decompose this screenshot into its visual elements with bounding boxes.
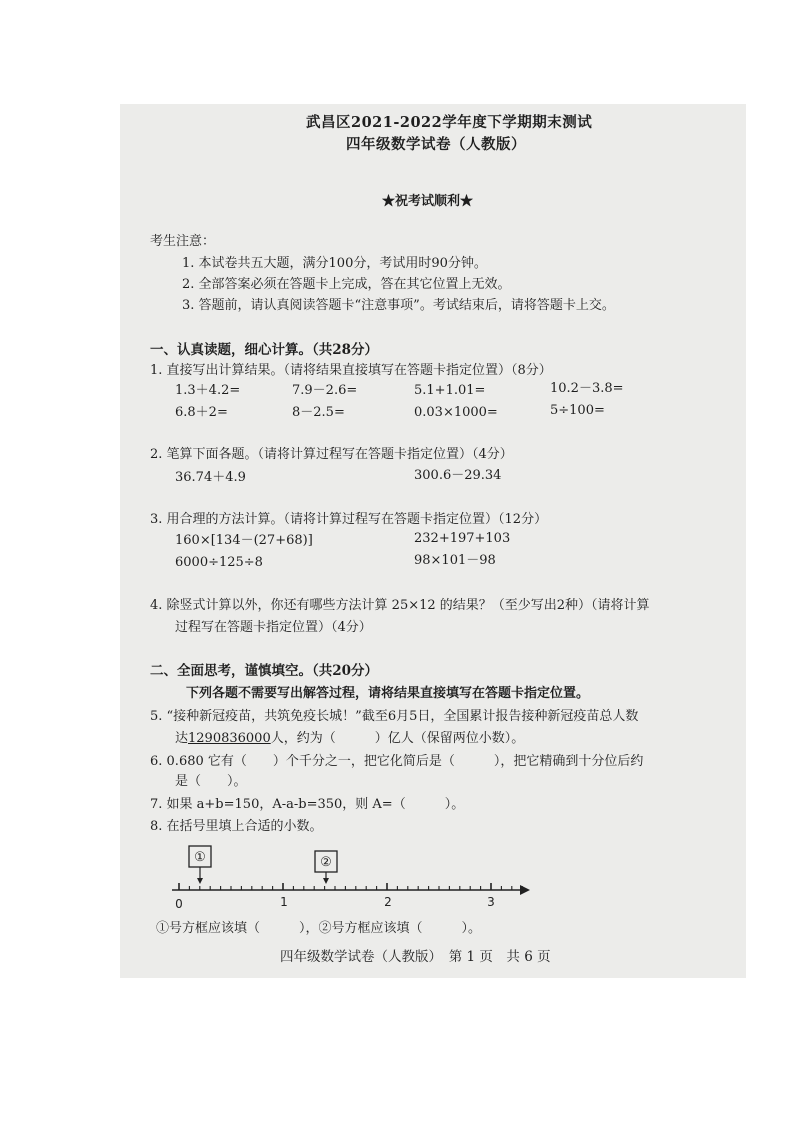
box-2-label: ② (320, 855, 332, 870)
q1-expr: 6.8＋2= (175, 405, 228, 420)
q3-expr: 98×101－98 (414, 553, 496, 568)
q6-line-2: 是（ ）。 (175, 774, 247, 789)
q2-text: 2. 笔算下面各题。（请将计算过程写在答题卡指定位置）（4分） (150, 447, 513, 462)
q2-expr: 36.74＋4.9 (175, 470, 246, 485)
q4-line-2: 过程写在答题卡指定位置）（4分） (175, 620, 372, 635)
notice-heading: 考生注意： (150, 234, 216, 249)
q5-line-1: 5. “接种新冠疫苗，共筑免疫长城！”截至6月5日，全国累计报告接种新冠疫苗总人数 (150, 709, 639, 724)
number-line-ticks (179, 883, 522, 890)
tick-label-3: 3 (487, 895, 495, 909)
exam-subtitle: 四年级数学试卷（人教版） (346, 136, 526, 153)
q5-prefix: 达 (175, 731, 189, 746)
box-1-label: ① (194, 850, 206, 865)
q1-expr: 5.1+1.01= (414, 383, 486, 398)
q3-text: 3. 用合理的方法计算。（请将计算过程写在答题卡指定位置）（12分） (150, 512, 548, 527)
q3-expr: 232+197+103 (414, 531, 511, 546)
q5-suffix: 人，约为（ ）亿人（保留两位小数）。 (270, 731, 525, 746)
q3-expr: 160×[134－(27+68)] (175, 533, 313, 548)
tick-label-2: 2 (384, 895, 392, 909)
section-2-heading: 二、全面思考，谨慎填空。（共20分） (150, 663, 379, 679)
q8-answer-text: ①号方框应该填（ ），②号方框应该填（ ）。 (156, 921, 482, 936)
page-footer: 四年级数学试卷（人教版） 第 1 页 共 6 页 (280, 949, 551, 965)
q5-line-2 (175, 731, 524, 747)
number-line-figure (160, 844, 540, 914)
tick-label-1: 1 (280, 895, 288, 909)
q1-text: 1. 直接写出计算结果。（请将结果直接填写在答题卡指定位置）（8分） (150, 363, 552, 378)
notice-item-3: 3. 答题前，请认真阅读答题卡“注意事项”。考试结束后，请将答题卡上交。 (182, 298, 615, 313)
q5-population-number: 1290836000 (188, 731, 271, 746)
q1-expr: 7.9－2.6= (292, 383, 358, 398)
q3-expr: 6000÷125÷8 (175, 555, 263, 570)
exam-paper (120, 104, 746, 978)
notice-item-2: 2. 全部答案必须在答题卡上完成，答在其它位置上无效。 (182, 277, 511, 292)
q4-line-1: 4. 除竖式计算以外，你还有哪些方法计算 25×12 的结果？（至少写出2种）（请将计算 (150, 598, 650, 613)
exam-title: 武昌区2021-2022学年度下学期期末测试 (306, 114, 593, 131)
q1-expr: 1.3＋4.2= (175, 383, 241, 398)
section-1-heading: 一、认真读题，细心计算。（共28分） (150, 342, 379, 358)
q8-text: 8. 在括号里填上合适的小数。 (150, 819, 323, 834)
q7-text: 7. 如果 a+b=150，A-a-b=350，则 A=（ ）。 (150, 797, 465, 812)
q2-expr: 300.6－29.34 (414, 468, 502, 483)
q1-expr: 5÷100= (550, 403, 605, 418)
q1-expr: 8－2.5= (292, 405, 345, 420)
notice-item-1: 1. 本试卷共五大题，满分100分，考试用时90分钟。 (182, 256, 487, 271)
q1-expr: 10.2－3.8= (550, 381, 624, 396)
q1-expr: 0.03×1000= (414, 405, 498, 420)
tick-label-0: 0 (175, 897, 183, 911)
good-luck-banner: ★祝考试顺利★ (382, 194, 474, 209)
q6-line-1: 6. 0.680 它有（ ）个千分之一，把它化简后是（ ），把它精确到十分位后约 (150, 754, 644, 769)
section-2-instruction: 下列各题不需要写出解答过程，请将结果直接填写在答题卡指定位置。 (186, 686, 590, 701)
